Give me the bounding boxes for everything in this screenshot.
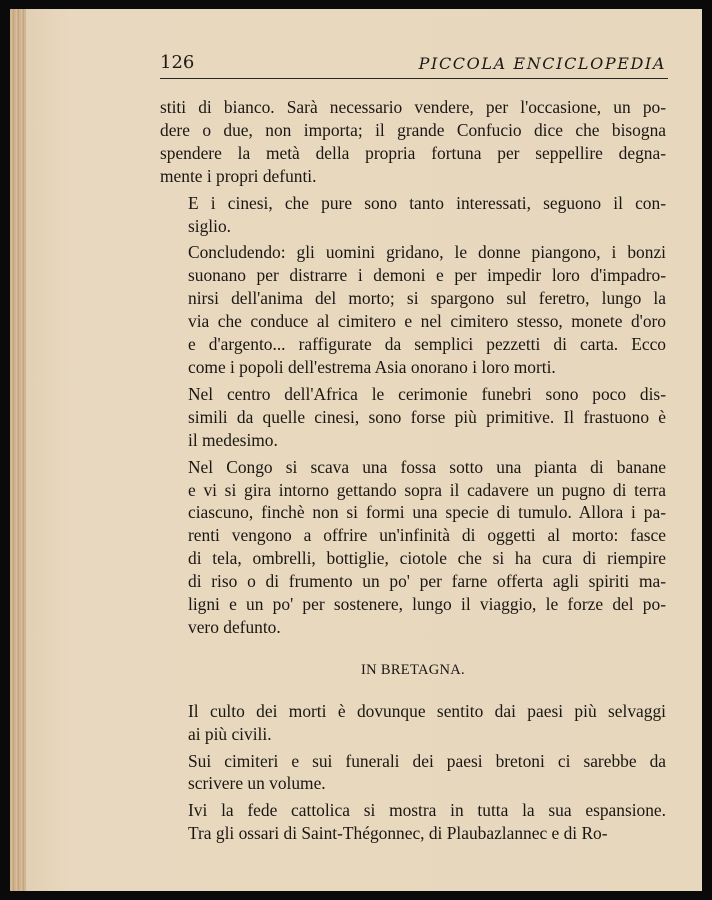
paragraph [160, 241, 666, 378]
text-line: dere o due, non importa; il grande Confucio dice che bisogna [160, 119, 666, 140]
paragraph [160, 96, 666, 188]
text-line: di tela, ombrelli, bottiglie, ciotole che si ha cura di riempire [188, 548, 666, 569]
text-line: vero defunto. [188, 616, 281, 637]
text-line: Il culto dei morti è dovunque sentito dai paesi più selvaggi [188, 700, 666, 721]
text-line: di riso o di frumento un po' per farne offerta agli spiriti ma- [188, 571, 666, 592]
paragraph [160, 456, 666, 639]
text-line: Concludendo: gli uomini gridano, le donne piangono, i bonzi [188, 242, 666, 263]
text-line: renti vengono a offrire un'infinità di oggetti al morto: fasce [188, 525, 666, 546]
text-line: scrivere un volume. [188, 773, 326, 794]
paragraph [160, 799, 666, 845]
paragraph [160, 750, 666, 796]
text-line: Tra gli ossari di Saint-Thégonnec, di Plaubazlannec e di Ro- [188, 823, 608, 844]
page-number: 126 [160, 52, 195, 73]
section-heading: IN BRETAGNA. [361, 661, 465, 678]
text-line: e vi si gira intorno gettando sopra il cadavere un pugno di terra [188, 479, 666, 500]
text-line: Nel centro dell'Africa le cerimonie funebri sono poco dis- [188, 383, 666, 404]
text-line: spendere la metà della propria fortuna per seppellire degna- [160, 142, 666, 163]
paragraph [160, 700, 666, 746]
text-line: siglio. [188, 215, 232, 236]
paragraphs-after-heading [160, 700, 666, 845]
text-line: Sui cimiteri e sui funerali dei paesi bretoni ci sarebbe da [188, 750, 666, 771]
text-line: ai più civili. [188, 723, 272, 744]
page-binding-edge [10, 9, 26, 891]
text-line: il medesimo. [188, 429, 278, 450]
text-line: nirsi dell'anima del morto; si spargono sul feretro, lungo la [188, 288, 666, 309]
body-text [160, 96, 666, 849]
text-line: mente i propri defunti. [160, 165, 317, 186]
text-line: simili da quelle cinesi, sono forse più primitive. Il frastuono è [188, 406, 666, 427]
text-line: via che conduce al cimitero e nel cimitero stesso, monete d'oro [188, 311, 666, 332]
text-line: ligni e un po' per sostenere, lungo il viaggio, le forze del po- [188, 594, 666, 615]
text-line: stiti di bianco. Sarà necessario vendere, per l'occasione, un po- [160, 97, 666, 117]
paragraph [160, 192, 666, 238]
text-line: suonano per distrarre i demoni e per impedir loro d'impadro- [188, 265, 666, 286]
text-line: e d'argento... raffigurate da semplici pezzetti di carta. Ecco [188, 334, 666, 355]
paragraph [160, 383, 666, 452]
paragraphs-before-heading [160, 96, 666, 639]
text-line: Ivi la fede cattolica si mostra in tutta la sua espansione. [188, 800, 666, 821]
text-line: ciascuno, finchè non si formi una specie di tumulo. Allora i pa- [188, 502, 666, 523]
running-header [160, 50, 668, 79]
running-title: PICCOLA ENCICLOPEDIA [418, 54, 666, 73]
text-line: E i cinesi, che pure sono tanto interessati, seguono il con- [188, 192, 666, 213]
text-line: Nel Congo si scava una fossa sotto una pianta di banane [188, 456, 666, 477]
text-line: come i popoli dell'estrema Asia onorano i loro morti. [188, 356, 556, 377]
